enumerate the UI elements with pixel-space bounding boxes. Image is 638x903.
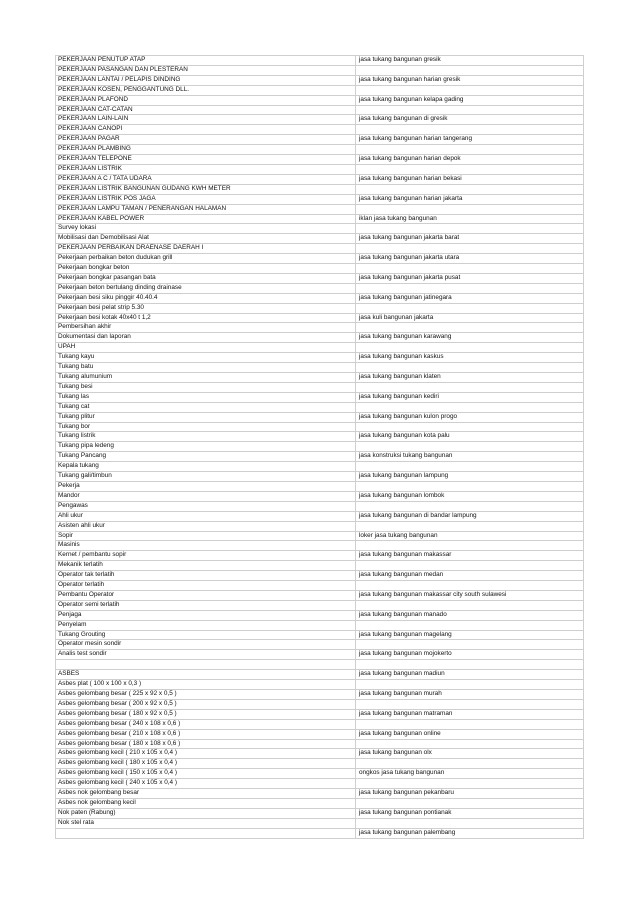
table-row [56, 244, 584, 254]
keyword-cell [356, 65, 584, 75]
item-cell: PEKERJAAN CANOPI [56, 125, 356, 135]
item-cell: Penyelam [56, 620, 356, 630]
keyword-cell: jasa tukang bangunan mojokerto [356, 650, 584, 660]
item-cell [56, 828, 356, 838]
item-cell: PEKERJAAN LISTRIK BANGUNAN GUDANG KWH METER [56, 184, 356, 194]
table-row [56, 75, 584, 85]
keyword-cell: jasa tukang bangunan di gresik [356, 115, 584, 125]
table-row [56, 303, 584, 313]
keyword-cell: jasa tukang bangunan murah [356, 689, 584, 699]
keyword-cell [356, 164, 584, 174]
table-row [56, 273, 584, 283]
item-cell: Pekerjaan besi pelat strip 5.30 [56, 303, 356, 313]
keyword-cell [356, 680, 584, 690]
item-cell: Tukang Grouting [56, 630, 356, 640]
keyword-cell [356, 620, 584, 630]
table-row [56, 224, 584, 234]
keyword-cell: jasa tukang bangunan harian bekasi [356, 174, 584, 184]
table-row [56, 462, 584, 472]
keyword-cell [356, 481, 584, 491]
table-row [56, 204, 584, 214]
keyword-cell: jasa tukang bangunan gresik [356, 56, 584, 66]
item-cell: Analis test sondir [56, 650, 356, 660]
item-cell: Mekanik terlatih [56, 561, 356, 571]
table-row [56, 481, 584, 491]
keyword-cell: loker jasa tukang bangunan [356, 531, 584, 541]
table-row [56, 561, 584, 571]
table-row [56, 640, 584, 650]
keyword-cell [356, 759, 584, 769]
item-cell: Asbes gelombang kecil ( 180 x 105 x 0,4 ) [56, 759, 356, 769]
item-cell: Asbes gelombang besar ( 180 x 92 x 0,5 ) [56, 709, 356, 719]
keyword-cell [356, 303, 584, 313]
table-row [56, 541, 584, 551]
keyword-cell [356, 739, 584, 749]
table-row [56, 769, 584, 779]
table-row [56, 808, 584, 818]
table-row [56, 590, 584, 600]
table-row [56, 363, 584, 373]
table-row [56, 719, 584, 729]
table-row [56, 630, 584, 640]
price-table-body [56, 56, 584, 839]
item-cell: Asbes nok gelombang besar [56, 789, 356, 799]
keyword-cell [356, 145, 584, 155]
keyword-cell: jasa tukang bangunan jatinegara [356, 293, 584, 303]
table-row [56, 551, 584, 561]
keyword-cell [356, 363, 584, 373]
item-cell: PEKERJAAN LANTAI / PELAPIS DINDING [56, 75, 356, 85]
table-row [56, 105, 584, 115]
table-row [56, 749, 584, 759]
table-row [56, 828, 584, 838]
item-cell: Tukang batu [56, 363, 356, 373]
item-cell: Operator mesin sondir [56, 640, 356, 650]
item-cell: PEKERJAAN PENUTUP ATAP [56, 56, 356, 66]
keyword-cell [356, 640, 584, 650]
item-cell: Asbes gelombang besar ( 180 x 108 x 0,6 ) [56, 739, 356, 749]
item-cell: PEKERJAAN PASANGAN DAN PLESTERAN [56, 65, 356, 75]
item-cell: Pekerjaan bongkar beton [56, 264, 356, 274]
item-cell: PEKERJAAN LISTRIK [56, 164, 356, 174]
table-row [56, 135, 584, 145]
table-row [56, 313, 584, 323]
table-row [56, 729, 584, 739]
keyword-cell: jasa tukang bangunan harian tangerang [356, 135, 584, 145]
keyword-cell [356, 442, 584, 452]
keyword-cell [356, 462, 584, 472]
table-row [56, 283, 584, 293]
keyword-cell: jasa tukang bangunan kediri [356, 392, 584, 402]
keyword-cell [356, 501, 584, 511]
item-cell: Ahli ukur [56, 511, 356, 521]
price-table [55, 55, 584, 839]
item-cell: Asbes gelombang besar ( 240 x 108 x 0,6 ) [56, 719, 356, 729]
keyword-cell: jasa tukang bangunan kota palu [356, 432, 584, 442]
table-row [56, 95, 584, 105]
keyword-cell: jasa tukang bangunan pekanbaru [356, 789, 584, 799]
item-cell: Operator terlatih [56, 581, 356, 591]
table-row [56, 689, 584, 699]
item-cell: PEKERJAAN LAIN-LAIN [56, 115, 356, 125]
item-cell: Pengawas [56, 501, 356, 511]
table-row [56, 521, 584, 531]
table-row [56, 620, 584, 630]
table-row [56, 472, 584, 482]
item-cell: PEKERJAAN CAT-CATAN [56, 105, 356, 115]
item-cell: Operator tak terlatih [56, 571, 356, 581]
keyword-cell [356, 283, 584, 293]
table-row [56, 432, 584, 442]
table-row [56, 333, 584, 343]
keyword-cell: jasa tukang bangunan karawang [356, 333, 584, 343]
table-row [56, 392, 584, 402]
table-row [56, 660, 584, 670]
table-row [56, 382, 584, 392]
keyword-cell [356, 264, 584, 274]
keyword-cell: jasa konstruksi tukang bangunan [356, 452, 584, 462]
table-row [56, 798, 584, 808]
table-row [56, 442, 584, 452]
item-cell: Nok paten (Rabung) [56, 808, 356, 818]
item-cell: PEKERJAAN PAGAR [56, 135, 356, 145]
item-cell: Tukang alumunium [56, 373, 356, 383]
keyword-cell: jasa tukang bangunan manado [356, 610, 584, 620]
item-cell: Tukang gali/timbun [56, 472, 356, 482]
keyword-cell: jasa tukang bangunan makassar [356, 551, 584, 561]
table-row [56, 85, 584, 95]
table-row [56, 501, 584, 511]
item-cell: Asbes gelombang besar ( 210 x 108 x 0,6 ) [56, 729, 356, 739]
item-cell: Asbes gelombang besar ( 200 x 92 x 0,5 ) [56, 699, 356, 709]
item-cell: Asbes gelombang kecil ( 210 x 105 x 0,4 ) [56, 749, 356, 759]
table-row [56, 343, 584, 353]
keyword-cell [356, 660, 584, 670]
table-row [56, 650, 584, 660]
table-row [56, 680, 584, 690]
keyword-cell [356, 224, 584, 234]
keyword-cell [356, 422, 584, 432]
keyword-cell: jasa tukang bangunan jakarta pusat [356, 273, 584, 283]
keyword-cell: jasa tukang bangunan palembang [356, 828, 584, 838]
item-cell: Pekerjaan beton bertulang dinding drainase [56, 283, 356, 293]
keyword-cell [356, 323, 584, 333]
table-row [56, 65, 584, 75]
table-row [56, 174, 584, 184]
keyword-cell [356, 719, 584, 729]
table-row [56, 56, 584, 66]
keyword-cell [356, 699, 584, 709]
keyword-cell: jasa tukang bangunan kulon progo [356, 412, 584, 422]
item-cell: Penjaga [56, 610, 356, 620]
keyword-cell: jasa tukang bangunan jakarta barat [356, 234, 584, 244]
item-cell: Kepala tukang [56, 462, 356, 472]
keyword-cell [356, 85, 584, 95]
table-row [56, 373, 584, 383]
table-row [56, 264, 584, 274]
keyword-cell [356, 779, 584, 789]
keyword-cell: iklan jasa tukang bangunan [356, 214, 584, 224]
table-row [56, 145, 584, 155]
keyword-cell [356, 105, 584, 115]
keyword-cell: jasa tukang bangunan di bandar lampung [356, 511, 584, 521]
table-row [56, 323, 584, 333]
keyword-cell: jasa tukang bangunan medan [356, 571, 584, 581]
table-row [56, 125, 584, 135]
item-cell: PEKERJAAN PERBAIKAN DRAENASE DAERAH I [56, 244, 356, 254]
table-row [56, 779, 584, 789]
item-cell: Tukang kayu [56, 353, 356, 363]
item-cell: Nok stel rata [56, 818, 356, 828]
keyword-cell: jasa tukang bangunan online [356, 729, 584, 739]
keyword-cell: jasa tukang bangunan lombok [356, 491, 584, 501]
keyword-cell: jasa tukang bangunan harian jakarta [356, 194, 584, 204]
item-cell: PEKERJAAN KOSEN, PENGGANTUNG DLL. [56, 85, 356, 95]
table-row [56, 402, 584, 412]
item-cell: Pekerjaan besi siku pinggir 40.40.4 [56, 293, 356, 303]
keyword-cell: jasa tukang bangunan jakarta utara [356, 254, 584, 264]
document-sheet [55, 55, 583, 839]
item-cell: Asbes plat ( 100 x 100 x 0,3 ) [56, 680, 356, 690]
table-row [56, 115, 584, 125]
keyword-cell [356, 561, 584, 571]
keyword-cell: jasa tukang bangunan kelapa gading [356, 95, 584, 105]
keyword-cell: ongkos jasa tukang bangunan [356, 769, 584, 779]
item-cell: PEKERJAAN KABEL POWER [56, 214, 356, 224]
keyword-cell: jasa tukang bangunan klaten [356, 373, 584, 383]
keyword-cell [356, 244, 584, 254]
keyword-cell: jasa tukang bangunan pontianak [356, 808, 584, 818]
item-cell: ASBES [56, 670, 356, 680]
table-row [56, 670, 584, 680]
item-cell: Pekerjaan bongkar pasangan bata [56, 273, 356, 283]
item-cell: Kernet / pembantu sopir [56, 551, 356, 561]
item-cell: Tukang listrik [56, 432, 356, 442]
table-row [56, 452, 584, 462]
item-cell: UPAH [56, 343, 356, 353]
item-cell: Tukang besi [56, 382, 356, 392]
keyword-cell [356, 798, 584, 808]
table-row [56, 818, 584, 828]
table-row [56, 194, 584, 204]
item-cell: PEKERJAAN LAMPU TAMAN / PENERANGAN HALAMAN [56, 204, 356, 214]
keyword-cell [356, 541, 584, 551]
table-row [56, 709, 584, 719]
table-row [56, 184, 584, 194]
item-cell: Sopir [56, 531, 356, 541]
table-row [56, 739, 584, 749]
keyword-cell [356, 125, 584, 135]
item-cell: Pekerjaan besi kotak 40x40 t 1,2 [56, 313, 356, 323]
table-row [56, 600, 584, 610]
item-cell: Asbes gelombang besar ( 225 x 92 x 0,5 ) [56, 689, 356, 699]
keyword-cell: jasa tukang bangunan magelang [356, 630, 584, 640]
item-cell: Mandor [56, 491, 356, 501]
item-cell: Mobilisasi dan Demobilisasi Alat [56, 234, 356, 244]
item-cell: Pembersihan akhir [56, 323, 356, 333]
item-cell: Asbes nok gelombang kecil [56, 798, 356, 808]
keyword-cell: jasa tukang bangunan olx [356, 749, 584, 759]
item-cell: Tukang cat [56, 402, 356, 412]
table-row [56, 353, 584, 363]
keyword-cell [356, 402, 584, 412]
table-row [56, 581, 584, 591]
item-cell: Asisten ahli ukur [56, 521, 356, 531]
keyword-cell [356, 581, 584, 591]
item-cell: Tukang pipa ledeng [56, 442, 356, 452]
item-cell: Tukang plitur [56, 412, 356, 422]
item-cell: PEKERJAAN LISTRIK POS JAGA [56, 194, 356, 204]
table-row [56, 214, 584, 224]
item-cell: Pekerja [56, 481, 356, 491]
table-row [56, 293, 584, 303]
keyword-cell [356, 521, 584, 531]
table-row [56, 511, 584, 521]
table-row [56, 789, 584, 799]
table-row [56, 254, 584, 264]
table-row [56, 155, 584, 165]
item-cell [56, 660, 356, 670]
table-row [56, 531, 584, 541]
table-row [56, 571, 584, 581]
table-row [56, 164, 584, 174]
item-cell: Tukang Pancang [56, 452, 356, 462]
table-row [56, 759, 584, 769]
table-row [56, 412, 584, 422]
keyword-cell [356, 343, 584, 353]
item-cell: PEKERJAAN A C / TATA UDARA [56, 174, 356, 184]
item-cell: Pembantu Operator [56, 590, 356, 600]
table-row [56, 422, 584, 432]
keyword-cell [356, 184, 584, 194]
item-cell: PEKERJAAN PLAMBING [56, 145, 356, 155]
keyword-cell: jasa tukang bangunan kaskus [356, 353, 584, 363]
item-cell: Asbes gelombang kecil ( 150 x 105 x 0,4 ) [56, 769, 356, 779]
table-row [56, 699, 584, 709]
item-cell: Operator semi terlatih [56, 600, 356, 610]
item-cell: Pekerjaan perbaikan beton dudukan grill [56, 254, 356, 264]
table-row [56, 234, 584, 244]
item-cell: Tukang bor [56, 422, 356, 432]
keyword-cell: jasa tukang bangunan lampung [356, 472, 584, 482]
keyword-cell: jasa tukang bangunan harian depok [356, 155, 584, 165]
keyword-cell [356, 600, 584, 610]
keyword-cell: jasa tukang bangunan matraman [356, 709, 584, 719]
keyword-cell [356, 818, 584, 828]
item-cell: Dokumentasi dan laporan [56, 333, 356, 343]
item-cell: Tukang las [56, 392, 356, 402]
keyword-cell: jasa tukang bangunan harian gresik [356, 75, 584, 85]
table-row [56, 610, 584, 620]
item-cell: Asbes gelombang kecil ( 240 x 105 x 0,4 ) [56, 779, 356, 789]
item-cell: PEKERJAAN TELEPONE [56, 155, 356, 165]
keyword-cell: jasa tukang bangunan makassar city south sulawesi [356, 590, 584, 600]
keyword-cell: jasa kuli bangunan jakarta [356, 313, 584, 323]
keyword-cell [356, 204, 584, 214]
keyword-cell [356, 382, 584, 392]
keyword-cell: jasa tukang bangunan madiun [356, 670, 584, 680]
item-cell: Survey lokasi [56, 224, 356, 234]
table-row [56, 491, 584, 501]
item-cell: PEKERJAAN PLAFOND [56, 95, 356, 105]
item-cell: Masinis [56, 541, 356, 551]
